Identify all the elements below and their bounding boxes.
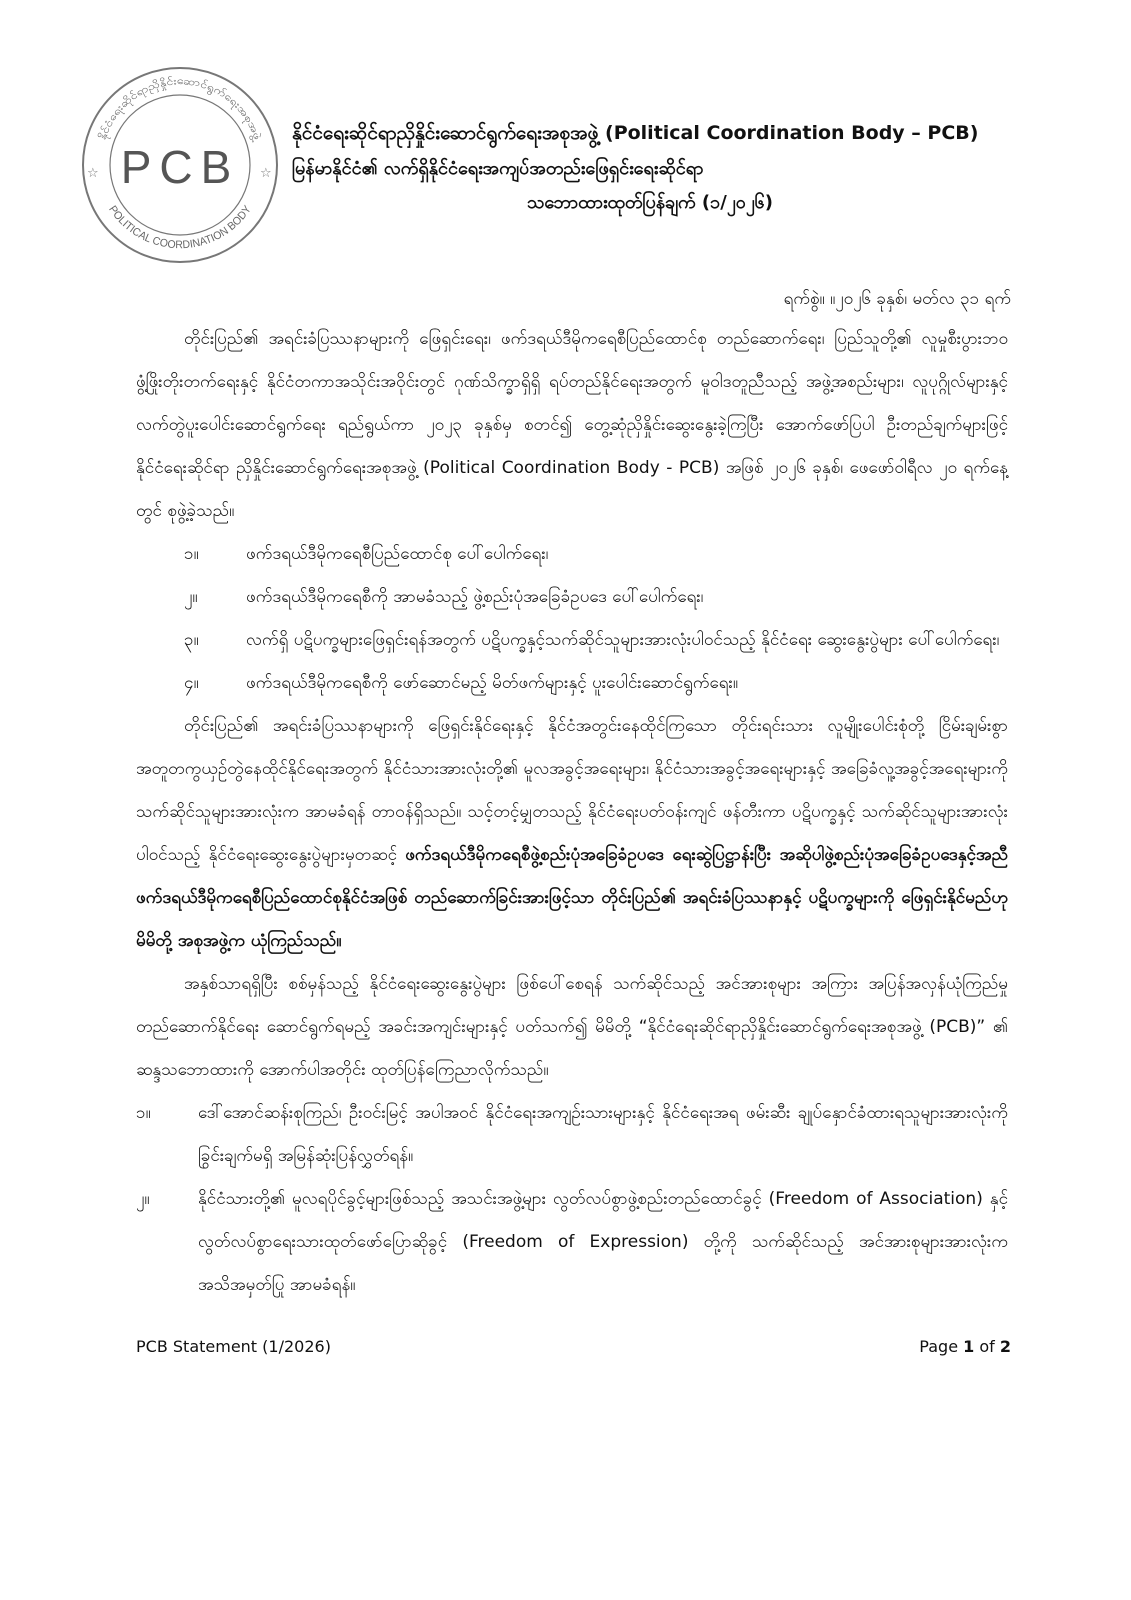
list-item: ၁။ ဒေါ်အောင်ဆန်းစုကြည်၊ ဦးဝင်းမြင့် အပါအဝင် နိုင်ငံရေးအကျဉ်းသားများနှင့် နိုင်ငံရေးအရ ဖမ်းဆီး ချုပ်နှောင်ခံထားရသူများအားလုံးကို ခြွင်းချက်မရှိ အမြန်ဆုံးပြန်လွှတ်ရန်။ xyxy=(136,1103,1008,1166)
goals-list xyxy=(136,533,1008,705)
header-title: နိုင်ငံရေးဆိုင်ရာညှိနှိုင်းဆောင်ရွက်ရေးအစုအဖွဲ့ (Political Coordination Body – PCB) xyxy=(292,122,979,144)
list-item: ၂။ နိုင်ငံသားတို့၏ မူလရပိုင်ခွင့်များဖြစ်သည့် အသင်းအဖွဲ့များ လွတ်လပ်စွာဖွဲ့စည်းတည်ထောင်ခွင့် (Freedom of Association) နှင့် လွတ်လပ်စွာရေးသားထုတ်ဖော်ပြောဆိုခွင့် (Freedom of Expression) တို့ကို သက်ဆိုင်သည့် အင်အားစုများအားလုံးက အသိအမှတ်ပြု အာမခံရန်။ xyxy=(136,1189,1008,1295)
statement-body xyxy=(136,318,1008,1307)
header-subtitle: မြန်မာနိုင်ငံ၏ လက်ရှိနိုင်ငံရေးအကျပ်အတည်းဖြေရှင်းရေးဆိုင်ရာ xyxy=(292,157,704,179)
statement-title: သဘောထားထုတ်ပြန်ချက် (၁/၂၀၂၆) xyxy=(526,191,774,213)
belief-paragraph: တိုင်းပြည်၏ အရင်းခံပြဿနာများကို ဖြေရှင်းနိုင်ရေးနှင့် နိုင်ငံအတွင်းနေထိုင်ကြသော တိုင်းရင်းသား လူမျိုးပေါင်းစုံတို့ ငြိမ်းချမ်းစွာအတူတကွယှဉ်တွဲနေထိုင်နိုင်ရေးအတွက် နိုင်ငံသားအားလုံးတို့၏ မူလအခွင့်အရေးများ၊ နိုင်ငံသားအခွင့်အရေးများနှင့် အခြေခံလူ့အခွင့်အရေးများကို သက်ဆိုင်သူများအားလုံးက အာမခံရန် တာဝန်ရှိသည်။ သင့်တင့်မျှတသည့် နိုင်ငံရေးပတ်ဝန်းကျင် ဖန်တီးကာ ပဋိပက္ခနှင့် သက်ဆိုင်သူများအားလုံး ပါဝင်သည့် နိုင်ငံရေးဆွေးနွေးပွဲများမှတဆင့် ဖက်ဒရယ်ဒီမိုကရေစီဖွဲ့စည်းပုံအခြေခံဥပဒေ ရေးဆွဲပြဋ္ဌာန်းပြီး အဆိုပါဖွဲ့စည်းပုံအခြေခံဥပဒေနှင့်အညီ ဖက်ဒရယ်ဒီမိုကရေစီပြည်ထောင်စုနိုင်ငံအဖြစ် တည်ဆောက်ခြင်းအားဖြင့်သာ တိုင်းပြည်၏ အရင်းခံပြဿနာနှင့် ပဋိပက္ခများကို ဖြေရှင်းနိုင်မည်ဟု မိမိတို့ အစုအဖွဲ့က ယုံကြည်သည်။ xyxy=(136,716,1009,951)
demands-list xyxy=(136,1092,1008,1307)
list-item: ၄။ ဖက်ဒရယ်ဒီမိုကရေစီကို ဖော်ဆောင်မည့် မိတ်ဖက်များနှင့် ပူးပေါင်းဆောင်ရွက်ရေး။ xyxy=(184,673,739,693)
svg-text:☆: ☆ xyxy=(260,166,272,181)
footer-doc-id: PCB Statement (1/2026) xyxy=(136,1337,331,1356)
list-item: ၃။ လက်ရှိ ပဋိပက္ခများဖြေရှင်းရန်အတွက် ပဋိပက္ခနှင့်သက်ဆိုင်သူများအားလုံးပါဝင်သည့် နိုင်ငံရေး ဆွေးနွေးပွဲများ ပေါ်ပေါက်ရေး၊ xyxy=(184,630,1000,650)
svg-text:နိုင်ငံရေးဆိုင်ရာညှိနှိုင်းဆော: နိုင်ငံရေးဆိုင်ရာညှိနှိုင်းဆောင်ရွက်ရေးအစုအဖွဲ့ xyxy=(97,75,263,142)
svg-text:PCB: PCB xyxy=(120,141,240,193)
svg-text:POLITICAL COORDINATION BODY: POLITICAL COORDINATION BODY xyxy=(106,203,254,252)
svg-text:☆: ☆ xyxy=(87,166,99,181)
list-item: ၁။ ဖက်ဒရယ်ဒီမိုကရေစီပြည်ထောင်စု ပေါ်ပေါက်ရေး၊ xyxy=(184,544,549,564)
belief-statement-bold: ဖက်ဒရယ်ဒီမိုကရေစီဖွဲ့စည်းပုံအခြေခံဥပဒေ ရေးဆွဲပြဋ္ဌာန်းပြီး အဆိုပါဖွဲ့စည်းပုံအခြေခံဥပဒေနှင့်အညီ ဖက်ဒရယ်ဒီမိုကရေစီပြည်ထောင်စုနိုင်ငံအဖြစ် တည်ဆောက်ခြင်းအားဖြင့်သာ တိုင်းပြည်၏ အရင်းခံပြဿနာနှင့် ပဋိပက္ခများကို ဖြေရှင်းနိုင်မည်ဟု မိမိတို့ အစုအဖွဲ့က ယုံကြည်သည်။ xyxy=(136,845,1009,951)
statement-date: ရက်စွဲ။ ။၂၀၂၆ ခုနှစ်၊ မတ်လ ၃၁ ရက် xyxy=(783,289,1011,309)
intro-paragraph: တိုင်းပြည်၏ အရင်းခံပြဿနာများကို ဖြေရှင်းရေး၊ ဖက်ဒရယ်ဒီမိုကရေစီပြည်ထောင်စု တည်ဆောက်ရေး၊ ပြည်သူတို့၏ လူမှုစီးပွားဘဝ ဖွံ့ဖြိုးတိုးတက်ရေးနှင့် နိုင်ငံတကာအသိုင်းအဝိုင်းတွင် ဂုဏ်သိက္ခာရှိရှိ ရပ်တည်နိုင်ရေးအတွက် မူဝါဒတူညီသည့် အဖွဲ့အစည်းများ၊ လူပုဂ္ဂိုလ်များနှင့် လက်တွဲပူးပေါင်းဆောင်ရွက်ရေး ရည်ရွယ်ကာ ၂၀၂၃ ခုနှစ်မှ စတင်၍ တွေ့ဆုံညှိနှိုင်းဆွေးနွေးခဲ့ကြပြီး အောက်ဖော်ပြပါ ဦးတည်ချက်များဖြင့် နိုင်ငံရေးဆိုင်ရာ ညှိနှိုင်းဆောင်ရွက်ရေးအစုအဖွဲ့ (Political Coordination Body - PCB) အဖြစ် ၂၀၂၆ ခုနှစ်၊ ဖေဖော်ဝါရီလ ၂၀ ရက်နေ့တွင် စုဖွဲ့ခဲ့သည်။ xyxy=(136,329,1008,521)
list-item: ၂။ ဖက်ဒရယ်ဒီမိုကရေစီကို အာမခံသည့် ဖွဲ့စည်းပုံအခြေခံဥပဒေ ပေါ်ပေါက်ရေး၊ xyxy=(184,587,704,607)
declaration-paragraph: အနှစ်သာရရှိပြီး စစ်မှန်သည့် နိုင်ငံရေးဆွေးနွေးပွဲများ ဖြစ်ပေါ်စေရန် သက်ဆိုင်သည့် အင်အားစုများ အကြား အပြန်အလှန်ယုံကြည်မှု တည်ဆောက်နိုင်ရေး ဆောင်ရွက်ရမည့် အခင်းအကျင်းများနှင့် ပတ်သက်၍ မိမိတို့ “နိုင်ငံရေးဆိုင်ရာညှိနှိုင်းဆောင်ရွက်ရေးအစုအဖွဲ့ (PCB)” ၏ ဆန္ဒသဘောထားကို အောက်ပါအတိုင်း ထုတ်ပြန်ကြေညာလိုက်သည်။ xyxy=(136,974,1008,1080)
header xyxy=(292,120,1008,270)
page-number: Page 1 of 2 xyxy=(919,1337,1011,1356)
footer xyxy=(136,1337,1011,1356)
